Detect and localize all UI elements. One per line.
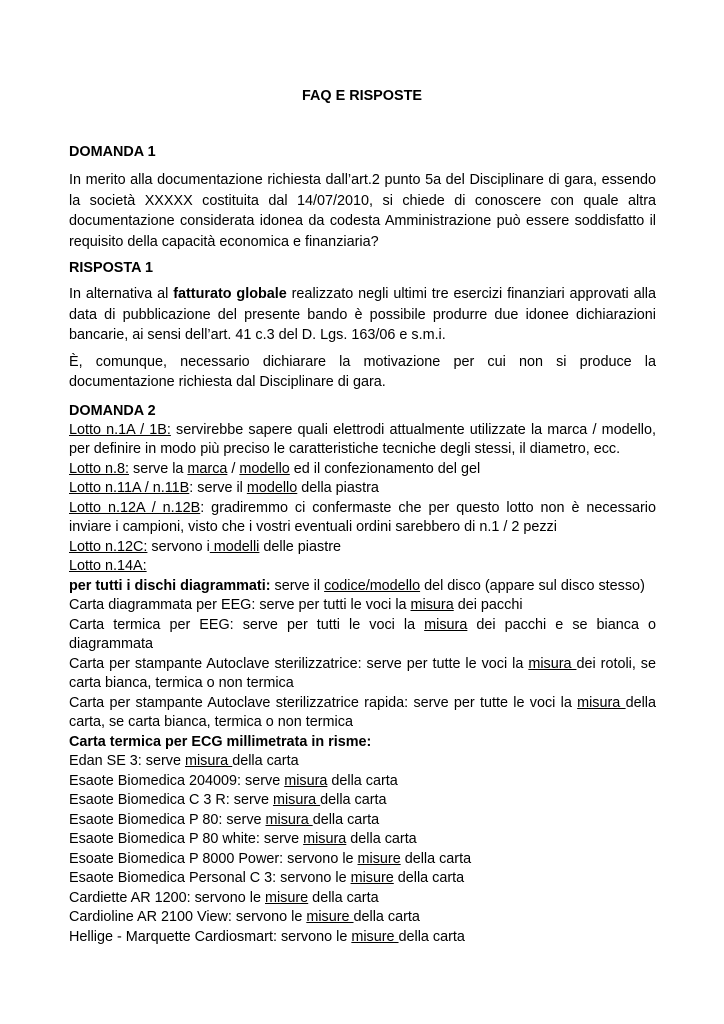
ecg-heading: Carta termica per ECG millimetrata in risme: — [69, 733, 372, 750]
answer-1-paragraph-2: È, comunque, necessario dichiarare la motivazione per cui non si produce la documentazione richiesta dal Disciplinare di gara. — [69, 353, 656, 390]
list-item: Cardioline AR 2100 View: servono le misure della carta — [69, 909, 420, 925]
list-item: Cardiette AR 1200: servono le misure della carta — [69, 889, 379, 906]
lot-label: Lotto n.12C: — [69, 538, 148, 555]
lot-label: Lotto n.8: — [69, 460, 130, 477]
list-item: Esaote Biomedica C 3 R: serve misura della carta — [69, 792, 387, 808]
list-item: Hellige - Marquette Cardiosmart: servono le misure della carta — [69, 928, 465, 945]
lot-label: Lotto n.1A / 1B: — [69, 421, 171, 438]
document-body — [69, 142, 656, 947]
page-title: FAQ E RISPOSTE — [302, 88, 422, 104]
list-item: Edan SE 3: serve misura della carta — [69, 753, 299, 769]
question-1-text: In merito alla documentazione richiesta dall’art.2 punto 5a del Disciplinare di gara, essendo la società XXXXX costituita dal 14/07/2010, si chiede di conoscere con quale altra documentazione considerata idonea da codesta Amministrazione può essere soddisfatto il requisito della capacità economica e finanziaria? — [69, 172, 656, 250]
lot-1-line: Lotto n.1A / 1B: servirebbe sapere quali elettrodi attualmente utilizzate la marca / modello, per definire in modo più preciso le caratteristiche tecniche degli stessi, il diametro, ecc. — [69, 421, 656, 457]
eeg-diagrammata-line: Carta diagrammata per EEG: serve per tutti le voci la misura dei pacchi — [69, 597, 523, 613]
ecg-items-list — [69, 752, 656, 947]
autoclave-rapida-line: Carta per stampante Autoclave sterilizzatrice rapida: serve per tutte le voci la misura della carta, se carta bianca, termica o non termica — [69, 694, 656, 730]
lot-8-line: Lotto n.8: serve la marca / modello ed il confezionamento del gel — [69, 460, 481, 477]
list-item: Esaote Biomedica 204009: serve misura della carta — [69, 772, 398, 789]
lot-label: Lotto n.14A: — [69, 558, 147, 574]
lot-12c-line: Lotto n.12C: servono i modelli delle piastre — [69, 538, 341, 555]
question-1-heading: DOMANDA 1 — [69, 144, 156, 160]
lot-11-line: Lotto n.11A / n.11B: serve il modello della piastra — [69, 480, 379, 496]
list-item: Esaote Biomedica P 80 white: serve misura della carta — [69, 831, 417, 847]
list-item: Esaote Biomedica Personal C 3: servono le misure della carta — [69, 870, 465, 886]
dischi-line: per tutti i dischi diagrammati: serve il codice/modello del disco (appare sul disco stesso) — [69, 577, 645, 594]
answer-1-heading: RISPOSTA 1 — [69, 260, 153, 276]
lot-label: Lotto n.11A / n.11B — [69, 480, 190, 496]
list-item: Esoate Biomedica P 8000 Power: servono le misure della carta — [69, 850, 472, 867]
autoclave-line: Carta per stampante Autoclave sterilizzatrice: serve per tutte le voci la misura dei rotoli, se carta bianca, termica o non termica — [69, 655, 657, 691]
bold-term: fatturato globale — [173, 286, 287, 302]
answer-1-paragraph-1: In alternativa al fatturato globale realizzato negli ultimi tre esercizi finanziari approvati alla data di pubblicazione del presente bando è possibile produrre due idonee dichiarazioni bancarie, ai sensi dell’art. 41 c.3 del D. Lgs. 163/06 e s.m.i. — [69, 286, 657, 343]
lot-14-line — [69, 557, 656, 577]
lot-label: Lotto n.12A / n.12B — [69, 499, 201, 516]
list-item: Esaote Biomedica P 80: serve misura della carta — [69, 811, 380, 828]
question-2-heading: DOMANDA 2 — [69, 402, 156, 419]
lot-12-line: Lotto n.12A / n.12B: gradiremmo ci confermaste che per questo lotto non è necessario inviare i campioni, visto che i vostri eventuali ordini sarebbero di n.1 / 2 pezzi — [69, 499, 657, 535]
eeg-termica-line: Carta termica per EEG: serve per tutti le voci la misura dei pacchi e se bianca o diagrammata — [69, 616, 657, 652]
